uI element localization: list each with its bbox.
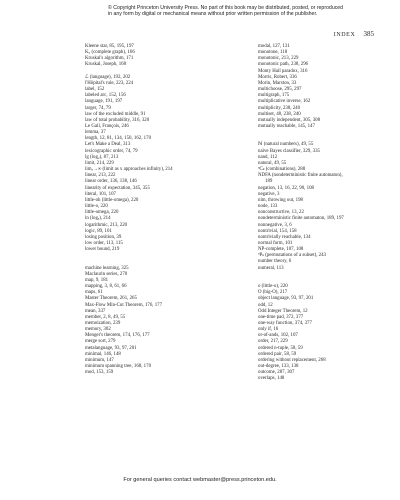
index-entry: Maclaurin series, 270 — [85, 271, 128, 277]
index-entry: NDFA (nondeterministic finite automaton), — [258, 173, 343, 179]
index-entry: naïve Bayes classifier, 329, 335 — [258, 148, 321, 154]
index-entry: labeled arc, 152, 156 — [85, 93, 126, 99]
index-entry: Odd Integer Theorem, 12 — [258, 308, 308, 314]
index-entry: monotone, 118 — [258, 50, 288, 56]
index-entry: only if, 16 — [258, 327, 279, 333]
index-entry: linearity of expectation, 345, 355 — [85, 185, 150, 191]
index-entry: O (big-O), 217 — [258, 290, 288, 296]
index-entry: metalanguage, 93, 97, 201 — [85, 345, 137, 351]
index-entry: monotonic path, 238, 296 — [258, 62, 309, 68]
index-entry: ordering without replacement, 268 — [258, 357, 326, 363]
index-entry: Monty Hall paradox, 316 — [258, 68, 308, 74]
index-entry: Let's Make a Deal, 313 — [85, 142, 131, 148]
index-entry: logarithmic, 213, 220 — [85, 222, 128, 228]
index-entry: out-degree, 133, 138 — [258, 364, 299, 370]
index-entry: Morris, Robert, 336 — [258, 74, 297, 80]
index-entry: overlaps, 148 — [258, 376, 285, 382]
index-entry: negation, 13, 16, 22, 90, 108 — [258, 185, 314, 191]
index-entry: mean, 337 — [85, 308, 106, 314]
index-entry: minimum spanning tree, 168, 170 — [85, 364, 152, 370]
index-entry: logic, 89, 101 — [85, 228, 112, 234]
index-entry: Master Theorem, 261, 265 — [85, 296, 137, 302]
index-entry: Kruskal's algorithm, 171 — [85, 56, 134, 62]
index-entry: limₓ→∞ (limit as x approaches infinity), 214 — [85, 167, 173, 173]
index-entry: multiplicative inverse, 162 — [258, 99, 311, 105]
index-entry: o (little-o), 220 — [258, 284, 288, 290]
index-entry: memoization, 239 — [85, 320, 121, 326]
index-entry: maps, 61 — [85, 290, 103, 296]
index-entry: machine learning, 325 — [85, 265, 129, 271]
index-entry: modal, 127, 131 — [258, 44, 290, 49]
index-entry: NP-complete, 107, 108 — [258, 247, 304, 253]
index-entry: losing position, 39 — [85, 234, 122, 240]
index-entry: nand, 112 — [258, 154, 278, 160]
index-entry: little-omega, 220 — [85, 210, 119, 216]
index-entry: K₅ (complete graph), 166 — [85, 50, 135, 56]
index-entry: law of the excluded middle, 91 — [85, 111, 146, 117]
index-entry: multiplicity, 238, 240 — [258, 105, 301, 111]
index-entry: memory, 302 — [85, 327, 111, 333]
index-entry: minimal, 146, 148 — [85, 351, 121, 357]
index-entry: language, 191, 197 — [85, 99, 123, 105]
index-entry: Morin, Marston, 33 — [258, 80, 297, 86]
index-entry: one-way function, 374, 377 — [258, 320, 312, 326]
index-entry: l'Hôpital's rule, 223, 224 — [85, 80, 134, 86]
page-number: 385 — [363, 30, 374, 38]
index-entry: merge sort, 279 — [85, 339, 116, 345]
index-entry: multichoose, 295, 297 — [258, 87, 302, 93]
index-entry: ordered n-tuple, 58, 59 — [258, 345, 303, 351]
index-entry: multigraph, 175 — [258, 93, 290, 99]
running-head — [334, 30, 374, 38]
index-entry: ℒ (language), 192, 202 — [85, 74, 131, 80]
index-entry: little-oh (little-omega), 220 — [85, 197, 139, 203]
index-column-right — [258, 44, 378, 383]
index-entry: normal form, 101 — [258, 240, 293, 246]
index-entry: member, 2, 8, 49, 55 — [85, 314, 126, 320]
index-entry: numeral, 113 — [258, 265, 284, 271]
index-entry: Menger's theorem, 174, 176, 177 — [85, 333, 150, 339]
index-entry: limit, 214, 229 — [85, 160, 114, 166]
index-entry: negative, 3 — [258, 191, 280, 197]
index-entry: nonnegative, 3, 6 — [258, 222, 292, 228]
index-entry: little-o, 220 — [85, 204, 108, 210]
index-entry: ⁿCₖ (combinations), 288 — [258, 167, 306, 173]
running-head-label: INDEX — [333, 32, 356, 38]
index-entry: length, 12, 81, 134, 150, 162, 170 — [85, 136, 152, 142]
index-entry: odd, 12 — [258, 302, 273, 308]
index-entry: Max-Flow Min-Cut Theorem, 176, 177 — [85, 302, 163, 308]
index-entry: nontrivially reachable, 134 — [258, 234, 311, 240]
index-entry: mod, 153, 159 — [85, 370, 114, 376]
index-entry: node, 133 — [258, 204, 278, 210]
index-entry: lemma, 37 — [85, 130, 106, 136]
index-entry: order, 217, 229 — [258, 339, 288, 345]
index-entry: low order, 113, 115 — [85, 240, 123, 246]
index-entry: mapping, 3, 8, 61, 66 — [85, 284, 127, 290]
index-entry: mutually independent, 305, 308 — [258, 117, 321, 123]
index-entry: object language, 93, 97, 201 — [258, 296, 314, 302]
index-entry: Le Gall, François, 246 — [85, 124, 129, 130]
index-entry: nim, throwing out, 198 — [258, 197, 303, 203]
index-entry: number theory, 6 — [258, 259, 292, 265]
index-entry: 189 — [265, 179, 273, 185]
index-entry: ordered pair, 58, 59 — [258, 351, 297, 357]
index-column-left — [85, 44, 205, 376]
index-entry: lexicographic order, 74, 79 — [85, 148, 138, 154]
index-entry: multiset, 48, 238, 240 — [258, 111, 301, 117]
index-entry: natural, 49, 55 — [258, 160, 287, 166]
index-entry: minimum, 147 — [85, 357, 114, 363]
index-entry: law of total probability, 316, 320 — [85, 117, 150, 123]
index-entry: linear, 213, 222 — [85, 173, 116, 179]
index-entry: outcome, 287, 307 — [258, 370, 295, 376]
index-entry: lower bound, 219 — [85, 247, 120, 253]
index-entry: monotonic, 213, 229 — [258, 56, 299, 62]
index-entry: ln (logₑ), 214 — [85, 216, 111, 222]
index-entry: nontrivial, 154, 158 — [258, 228, 297, 234]
index-entry: one-time pad, 372, 377 — [258, 314, 304, 320]
index-entry: Kleene star, 85, 195, 197 — [85, 44, 134, 49]
index-entry: lg (log₂), 87, 213 — [85, 154, 119, 160]
footer-contact: For general queries contact webmaster@press.princeton.edu. — [123, 477, 277, 483]
index-entry: ⁿPₖ (permutations of a subset), 243 — [258, 253, 326, 259]
index-entry: or-of-ands, 102, 107 — [258, 333, 298, 339]
index-entry: nonconstructive, 13, 22 — [258, 210, 304, 216]
index-entry: nondeterministic finite automaton, 189, 197 — [258, 216, 344, 222]
index-entry: ℕ (natural numbers), 49, 55 — [258, 142, 314, 148]
index-entry: larger, 74, 79 — [85, 105, 111, 111]
index-entry: linear order, 136, 138, 146 — [85, 179, 137, 185]
index-entry: map, 9, 181 — [85, 277, 109, 283]
index-entry: mutually reachable, 145, 147 — [258, 124, 315, 130]
index-entry: label, 152 — [85, 87, 105, 93]
copyright-notice: © Copyright Princeton University Press. No part of this book may be distributed, posted, or reproduced in any form by digital or mechanical means without prior written permission of the publisher. — [108, 5, 344, 18]
index-entry: literal, 101, 107 — [85, 191, 116, 197]
index-entry: Kruskal, Joseph, 168 — [85, 62, 127, 68]
